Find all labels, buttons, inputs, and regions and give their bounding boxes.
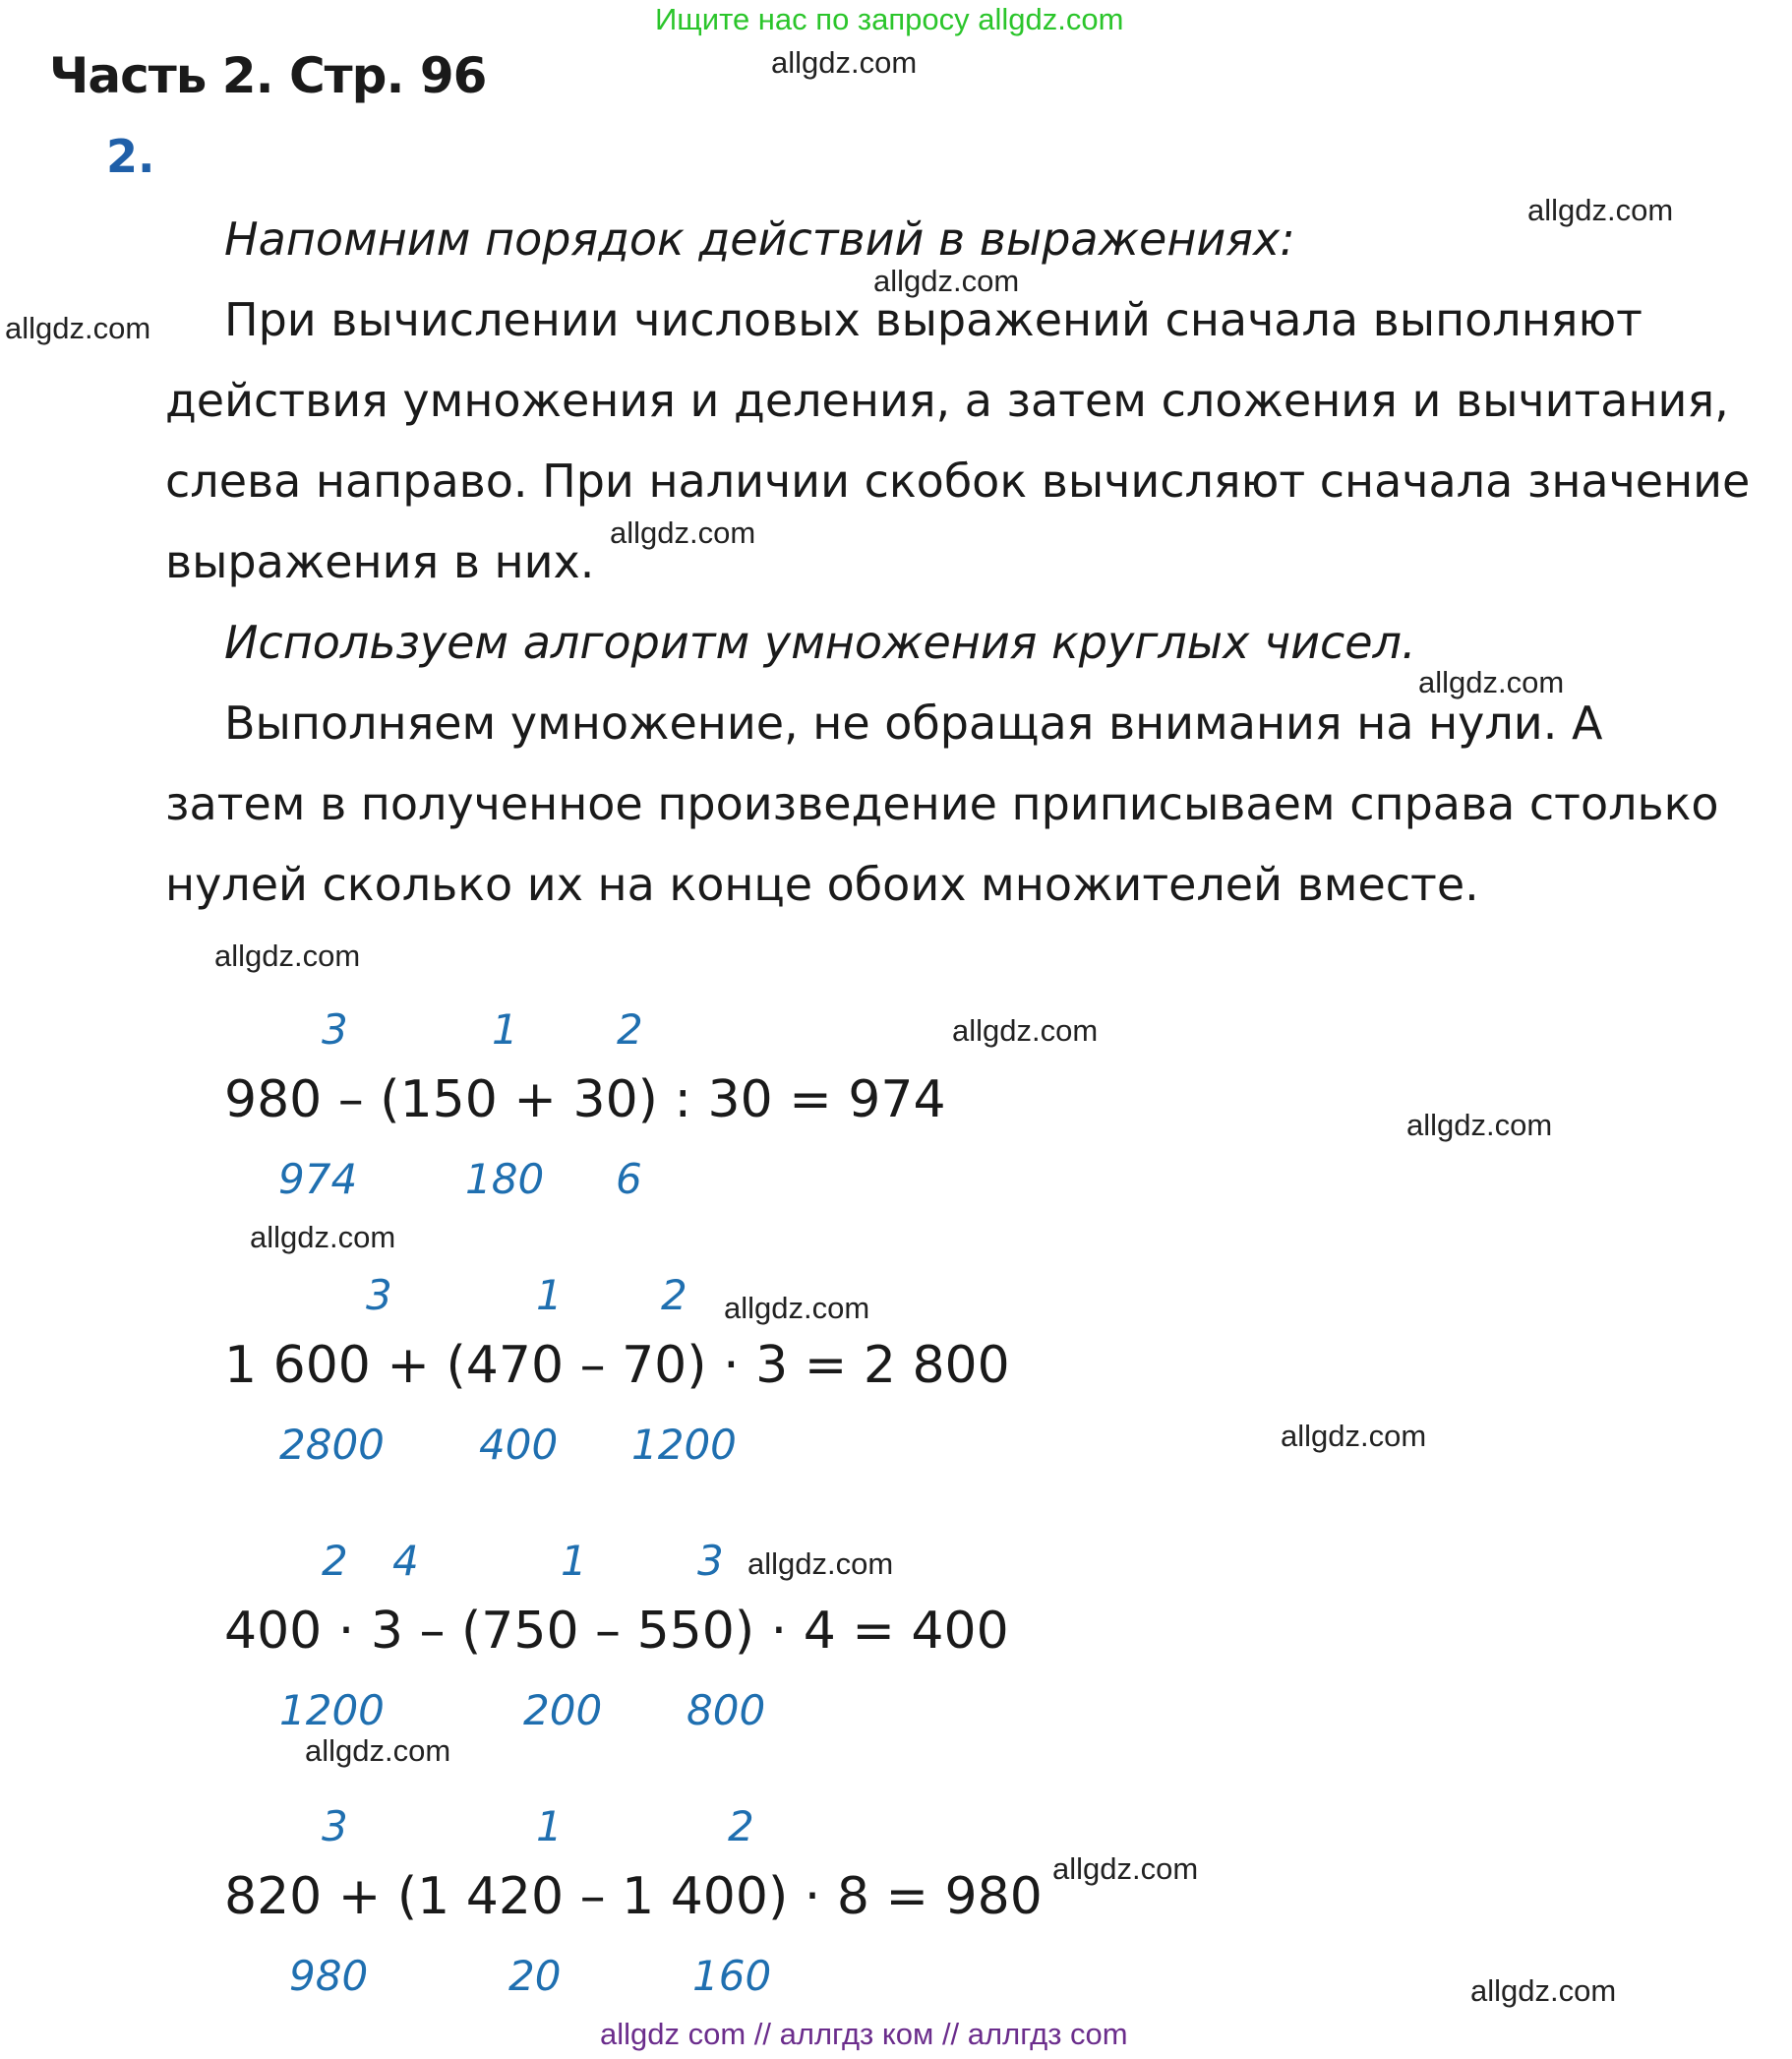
top-banner[interactable]: Ищите нас по запросу allgdz.com [655,2,1124,36]
order-number: 4 [392,1537,419,1585]
order-number: 2 [728,1802,754,1850]
task-number: 2. [106,130,155,183]
step-result: 180 [465,1155,545,1203]
order-number: 1 [492,1005,518,1054]
watermark: allgdz.com [724,1291,870,1325]
watermark: allgdz.com [1052,1851,1199,1886]
watermark: allgdz.com [1470,1973,1617,2008]
watermark: allgdz.com [5,311,151,345]
footer-links[interactable]: allgdz com // аллгдз ком // аллгдз com [600,2017,1128,2051]
order-number: 2 [322,1537,348,1585]
rule-line: выражения в них. [165,535,595,588]
step-result: 400 [479,1421,559,1469]
expression: 400 · 3 – (750 – 550) · 4 = 400 [224,1602,1009,1661]
order-number: 3 [322,1005,348,1054]
step-result: 980 [289,1952,369,2000]
watermark: allgdz.com [1418,665,1565,699]
order-number: 3 [697,1537,724,1585]
order-number: 3 [322,1802,348,1850]
order-number: 1 [561,1537,587,1585]
order-number: 2 [661,1271,687,1319]
step-result: 160 [692,1952,772,2000]
algorithm-line: Выполняем умножение, не обращая внимания на нули. А [224,696,1603,750]
watermark: allgdz.com [1406,1108,1553,1142]
algorithm-line: нулей сколько их на конце обоих множителей вместе. [165,858,1479,911]
step-result: 974 [278,1155,358,1203]
step-result: 2800 [279,1421,385,1469]
expression: 820 + (1 420 – 1 400) · 8 = 980 [224,1867,1043,1926]
watermark: allgdz.com [747,1546,894,1581]
rule-line: действия умножения и деления, а затем сложения и вычитания, [165,374,1729,427]
watermark: allgdz.com [250,1220,396,1254]
algorithm-line: затем в полученное произведение приписываем справа столько [165,777,1719,830]
watermark: allgdz.com [610,515,756,550]
step-result: 800 [687,1686,766,1734]
expression: 1 600 + (470 – 70) · 3 = 2 800 [224,1336,1010,1395]
step-result: 1200 [279,1686,385,1734]
page-title: Часть 2. Стр. 96 [49,47,487,104]
order-number: 2 [617,1005,643,1054]
order-number: 3 [366,1271,392,1319]
watermark: allgdz.com [1527,193,1674,227]
watermark: allgdz.com [1281,1419,1427,1453]
step-result: 1200 [631,1421,737,1469]
watermark: allgdz.com [771,45,918,80]
step-result: 6 [616,1155,642,1203]
rule-line: слева направо. При наличии скобок вычисляют сначала значение [165,454,1751,508]
watermark: allgdz.com [952,1013,1099,1048]
algorithm-intro: Используем алгоритм умножения круглых чисел. [224,616,1416,669]
watermark: allgdz.com [873,264,1020,298]
step-result: 20 [508,1952,562,2000]
watermark: allgdz.com [214,939,361,973]
order-number: 1 [536,1271,563,1319]
watermark: allgdz.com [305,1733,451,1768]
rule-line: При вычислении числовых выражений сначала выполняют [224,293,1643,346]
step-result: 200 [523,1686,603,1734]
rule-intro: Напомним порядок действий в выражениях: [224,212,1295,266]
order-number: 1 [536,1802,563,1850]
expression: 980 – (150 + 30) : 30 = 974 [224,1070,946,1129]
